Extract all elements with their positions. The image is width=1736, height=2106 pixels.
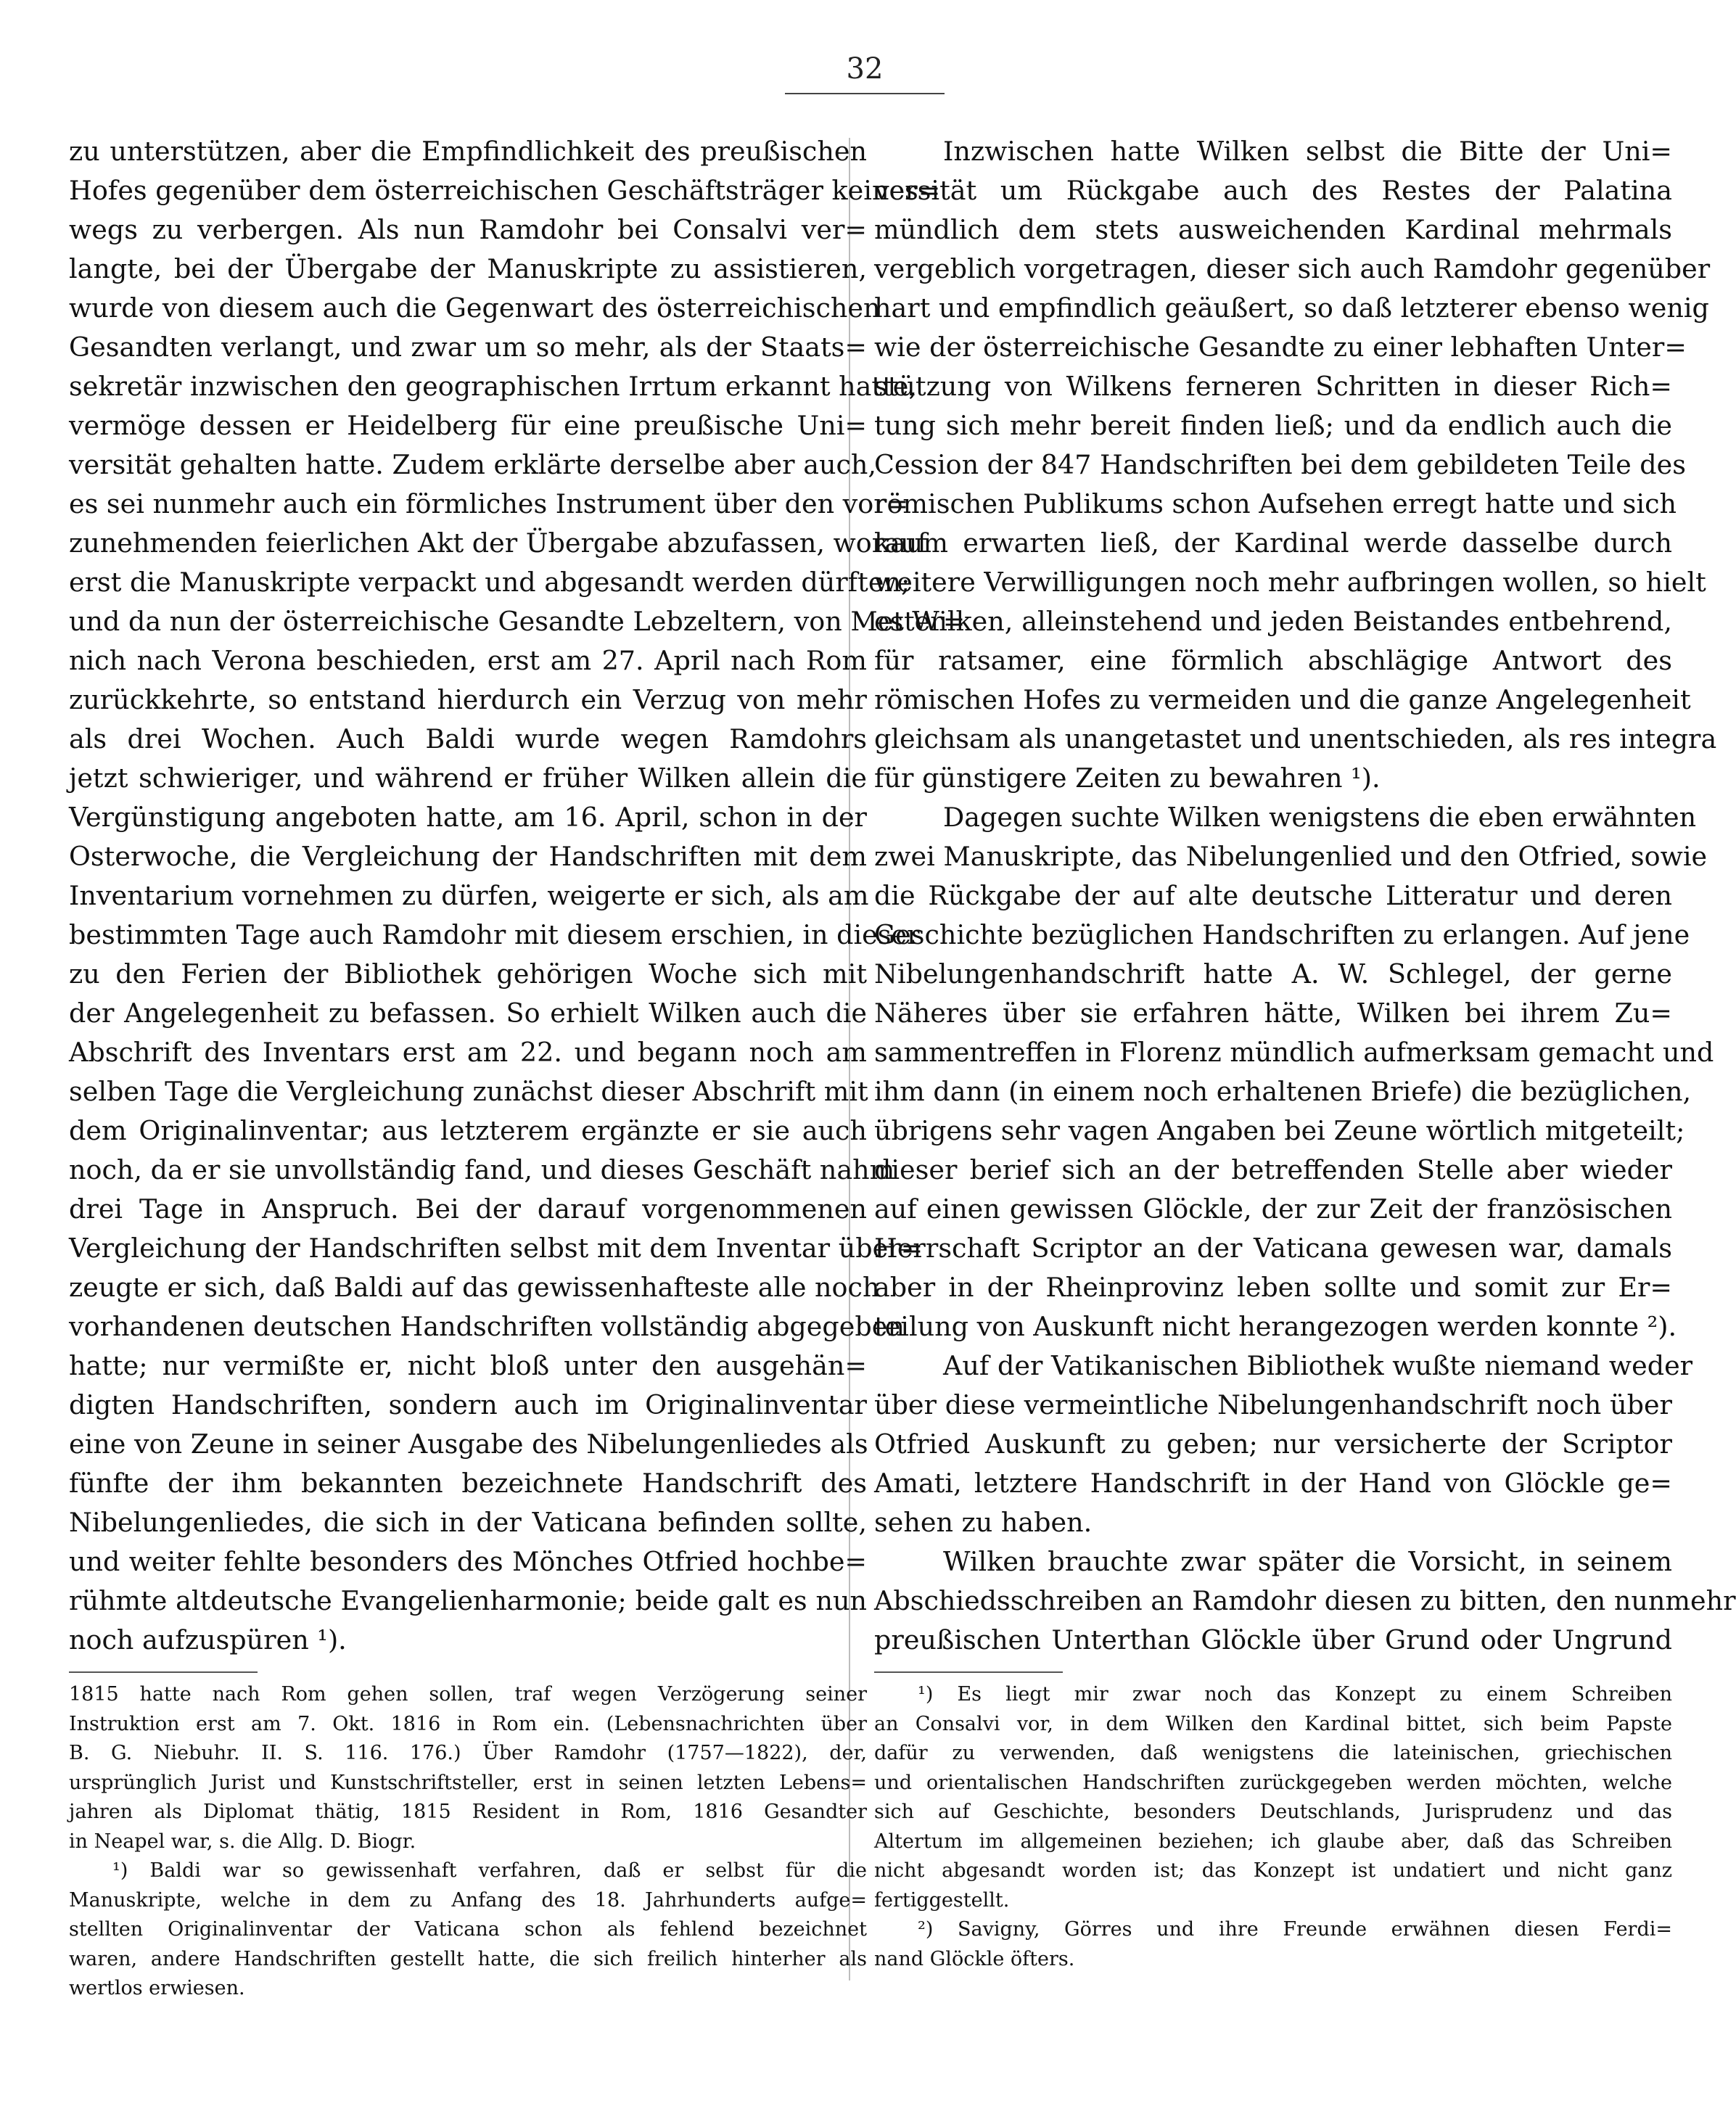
- text-line: vergeblich vorgetragen, dieser sich auch Ramdohr gegenüber: [874, 253, 1711, 284]
- text-line: römischen Publikums schon Aufsehen erregt hatte und sich: [874, 488, 1677, 519]
- footnote-line: ²) Savigny, Görres und ihre Freunde erwähnen diesen Ferdi=: [918, 1918, 1672, 1941]
- text-line: es sei nunmehr auch ein förmliches Instrument über den vor=: [69, 488, 909, 519]
- footnote-line: dafür zu verwenden, daß wenigstens die lateinischen, griechischen: [874, 1742, 1672, 1764]
- text-line: sekretär inzwischen den geographischen Irrtum erkannt hatte,: [69, 371, 917, 402]
- text-line: jetzt schwieriger, und während er früher Wilken allein die: [69, 762, 867, 794]
- text-line: aber in der Rheinprovinz leben sollte und somit zur Er=: [874, 1272, 1672, 1303]
- text-line: römischen Hofes zu vermeiden und die ganze Angelegenheit: [874, 684, 1691, 715]
- text-line: Dagegen suchte Wilken wenigstens die eben erwähnten: [943, 802, 1697, 833]
- footnote-line: sich auf Geschichte, besonders Deutschlands, Jurisprudenz und das: [874, 1801, 1672, 1823]
- text-line: Abschiedsschreiben an Ramdohr diesen zu bitten, den nunmehr: [874, 1585, 1736, 1616]
- text-line: über diese vermeintliche Nibelungenhandschrift noch über: [874, 1389, 1672, 1420]
- text-line: zeugte er sich, daß Baldi auf das gewissenhafteste alle noch: [69, 1272, 880, 1303]
- text-line: vermöge dessen er Heidelberg für eine preußische Uni=: [69, 410, 867, 441]
- right-column: [874, 132, 1736, 1974]
- footnote-line: nicht abgesandt worden ist; das Konzept ist undatiert und nicht ganz: [874, 1859, 1672, 1882]
- text-line: vorhandenen deutschen Handschriften vollständig abgegeben: [69, 1311, 905, 1342]
- footnote-line: ¹) Baldi war so gewissenhaft verfahren, daß er selbst für die: [112, 1859, 867, 1882]
- text-line: und weiter fehlte besonders des Mönches Otfried hochbe=: [69, 1546, 867, 1577]
- text-line: wie der österreichische Gesandte zu einer lebhaften Unter=: [874, 332, 1687, 363]
- text-line: die Rückgabe der auf alte deutsche Litteratur und deren: [874, 880, 1672, 911]
- text-line: dieser berief sich an der betreffenden Stelle aber wieder: [874, 1154, 1672, 1185]
- text-line: selben Tage die Vergleichung zunächst dieser Abschrift mit: [69, 1076, 868, 1107]
- footnote-line: 1815 hatte nach Rom gehen sollen, traf wegen Verzögerung seiner: [69, 1683, 867, 1706]
- text-line: wurde von diesem auch die Gegenwart des österreichischen: [69, 292, 881, 324]
- footnote-1-left: [69, 1856, 867, 2004]
- text-line: bestimmten Tage auch Ramdohr mit diesem erschien, in dieser: [69, 919, 920, 950]
- text-line: hatte; nur vermißte er, nicht bloß unter den ausgehän=: [69, 1350, 867, 1381]
- text-line: Hofes gegenüber dem österreichischen Geschäftsträger keines=: [69, 175, 941, 206]
- footnote-line: fertiggestellt.: [874, 1888, 1010, 1912]
- text-line: tung sich mehr bereit finden ließ; und da endlich auch die: [874, 410, 1672, 441]
- footnote-rule: [874, 1671, 1063, 1673]
- footnote-continuation: [69, 1680, 867, 1856]
- footnote-line: stellten Originalinventar der Vaticana schon als fehlend bezeichnet: [69, 1918, 867, 1941]
- text-line: drei Tage in Anspruch. Bei der darauf vorgenommenen: [69, 1193, 867, 1225]
- left-body-text: [69, 132, 966, 1660]
- text-line: zwei Manuskripte, das Nibelungenlied und den Otfried, sowie: [874, 841, 1708, 872]
- footnote-line: ursprünglich Jurist und Kunstschriftsteller, erst in seinen letzten Lebens=: [69, 1771, 867, 1794]
- text-line: kaum erwarten ließ, der Kardinal werde dasselbe durch: [874, 527, 1672, 559]
- text-line: digten Handschriften, sondern auch im Originalinventar: [69, 1389, 867, 1420]
- footnote-2-right: [874, 1915, 1672, 1974]
- text-line: stützung von Wilkens ferneren Schritten in dieser Rich=: [874, 371, 1672, 402]
- text-line: auf einen gewissen Glöckle, der zur Zeit der französischen: [874, 1193, 1672, 1225]
- text-line: gleichsam als unangetastet und unentschieden, als res integra: [874, 723, 1717, 754]
- text-line: Abschrift des Inventars erst am 22. und begann noch am: [69, 1037, 867, 1068]
- page-number: 32: [846, 52, 884, 86]
- page-number-rule: [785, 93, 945, 94]
- text-line: der Angelegenheit zu befassen. So erhielt Wilken auch die: [69, 998, 867, 1029]
- text-line: Inzwischen hatte Wilken selbst die Bitte der Uni=: [943, 136, 1672, 167]
- text-line: mündlich dem stets ausweichenden Kardinal mehrmals: [874, 214, 1672, 245]
- footnote-rule: [69, 1671, 258, 1673]
- text-line: Wilken brauchte zwar später die Vorsicht, in seinem: [943, 1546, 1672, 1577]
- text-line: Auf der Vatikanischen Bibliothek wußte niemand weder: [943, 1350, 1693, 1381]
- text-line: als drei Wochen. Auch Baldi wurde wegen Ramdohrs: [69, 723, 867, 754]
- text-line: für ratsamer, eine förmlich abschlägige Antwort des: [874, 645, 1672, 676]
- text-line: sammentreffen in Florenz mündlich aufmerksam gemacht und: [874, 1037, 1714, 1068]
- text-line: Inventarium vornehmen zu dürfen, weigerte er sich, als am: [69, 880, 869, 911]
- text-line: nich nach Verona beschieden, erst am 27. April nach Rom: [69, 645, 867, 676]
- text-line: übrigens sehr vagen Angaben bei Zeune wörtlich mitgeteilt;: [874, 1115, 1685, 1146]
- text-line: Gesandten verlangt, und zwar um so mehr, als der Staats=: [69, 332, 867, 363]
- footnote-line: Instruktion erst am 7. Okt. 1816 in Rom ein. (Lebensnachrichten über: [69, 1712, 867, 1735]
- footnote-line: und orientalischen Handschriften zurückgegeben werden möchten, welche: [874, 1771, 1672, 1794]
- text-line: weitere Verwilligungen noch mehr aufbringen wollen, so hielt: [874, 567, 1706, 598]
- footnote-1-right: [874, 1680, 1672, 1915]
- footnote-line: B. G. Niebuhr. II. S. 116. 176.) Über Ramdohr (1757—1822), der,: [69, 1742, 867, 1764]
- text-line: hart und empfindlich geäußert, so daß letzterer ebenso wenig: [874, 292, 1709, 324]
- text-line: Näheres über sie erfahren hätte, Wilken bei ihrem Zu=: [874, 998, 1672, 1029]
- text-line: noch, da er sie unvollständig fand, und dieses Geschäft nahm: [69, 1154, 895, 1185]
- text-line: dem Originalinventar; aus letzterem ergänzte er sie auch: [69, 1115, 867, 1146]
- footnote-line: wertlos erwiesen.: [69, 1977, 245, 1999]
- text-line: Otfried Auskunft zu geben; nur versicherte der Scriptor: [874, 1428, 1672, 1460]
- text-line: teilung von Auskunft nicht herangezogen werden konnte ²).: [874, 1311, 1677, 1342]
- footnote-line: in Neapel war, s. die Allg. D. Biogr.: [69, 1830, 416, 1853]
- text-line: preußischen Unterthan Glöckle über Grund oder Ungrund: [874, 1624, 1672, 1655]
- text-line: Nibelungenliedes, die sich in der Vaticana befinden sollte,: [69, 1507, 867, 1538]
- footnote-line: an Consalvi vor, in dem Wilken den Kardinal bittet, sich beim Papste: [874, 1712, 1672, 1735]
- text-line: versität gehalten hatte. Zudem erklärte derselbe aber auch,: [69, 449, 877, 480]
- text-line: Osterwoche, die Vergleichung der Handschriften mit dem: [69, 841, 867, 872]
- text-line: zu unterstützen, aber die Empfindlichkeit des preußischen: [69, 136, 867, 167]
- text-line: wegs zu verbergen. Als nun Ramdohr bei Consalvi ver=: [69, 214, 867, 245]
- text-line: Amati, letztere Handschrift in der Hand von Glöckle ge=: [874, 1468, 1672, 1499]
- text-line: Vergünstigung angeboten hatte, am 16. April, schon in der: [69, 802, 867, 833]
- text-line: und da nun der österreichische Gesandte Lebzeltern, von Metter=: [69, 606, 966, 637]
- right-body-text: [874, 132, 1736, 1660]
- text-line: Cession der 847 Handschriften bei dem gebildeten Teile des: [874, 449, 1686, 480]
- text-line: ihm dann (in einem noch erhaltenen Briefe) die bezüglichen,: [874, 1076, 1692, 1107]
- text-line: zunehmenden feierlichen Akt der Übergabe abzufassen, worauf: [69, 527, 927, 559]
- footnote-line: waren, andere Handschriften gestellt hatte, die sich freilich hinterher als: [69, 1947, 867, 1970]
- footnote-line: jahren als Diplomat thätig, 1815 Resident in Rom, 1816 Gesandter: [69, 1801, 867, 1823]
- text-line: Nibelungenhandschrift hatte A. W. Schlegel, der gerne: [874, 958, 1672, 990]
- text-line: langte, bei der Übergabe der Manuskripte zu assistieren,: [69, 253, 867, 284]
- text-line: zu den Ferien der Bibliothek gehörigen Woche sich mit: [69, 958, 867, 990]
- text-line: Geschichte bezüglichen Handschriften zu erlangen. Auf jene: [874, 919, 1690, 950]
- footnote-line: Altertum im allgemeinen beziehen; ich glaube aber, daß das Schreiben: [874, 1830, 1672, 1853]
- text-line: sehen zu haben.: [874, 1507, 1093, 1538]
- text-line: zurückkehrte, so entstand hierdurch ein Verzug von mehr: [69, 684, 867, 715]
- text-line: für günstigere Zeiten zu bewahren ¹).: [874, 762, 1381, 794]
- footnote-line: ¹) Es liegt mir zwar noch das Konzept zu einem Schreiben: [918, 1683, 1672, 1706]
- text-line: eine von Zeune in seiner Ausgabe des Nibelungenliedes als: [69, 1428, 868, 1460]
- text-line: es Wilken, alleinstehend und jeden Beistandes entbehrend,: [874, 606, 1672, 637]
- footnote-line: nand Glöckle öfters.: [874, 1947, 1075, 1970]
- footnote-line: Manuskripte, welche in dem zu Anfang des 18. Jahrhunderts aufge=: [69, 1888, 867, 1912]
- text-line: Herrschaft Scriptor an der Vaticana gewesen war, damals: [874, 1233, 1672, 1264]
- text-line: erst die Manuskripte verpackt und abgesandt werden dürften;: [69, 567, 910, 598]
- text-line: versität um Rückgabe auch des Restes der Palatina: [874, 175, 1672, 206]
- text-line: noch aufzuspüren ¹).: [69, 1624, 347, 1655]
- text-line: rühmte altdeutsche Evangelienharmonie; beide galt es nun: [69, 1585, 867, 1616]
- text-line: Vergleichung der Handschriften selbst mit dem Inventar über=: [69, 1233, 923, 1264]
- text-line: fünfte der ihm bekannten bezeichnete Handschrift des: [69, 1468, 867, 1499]
